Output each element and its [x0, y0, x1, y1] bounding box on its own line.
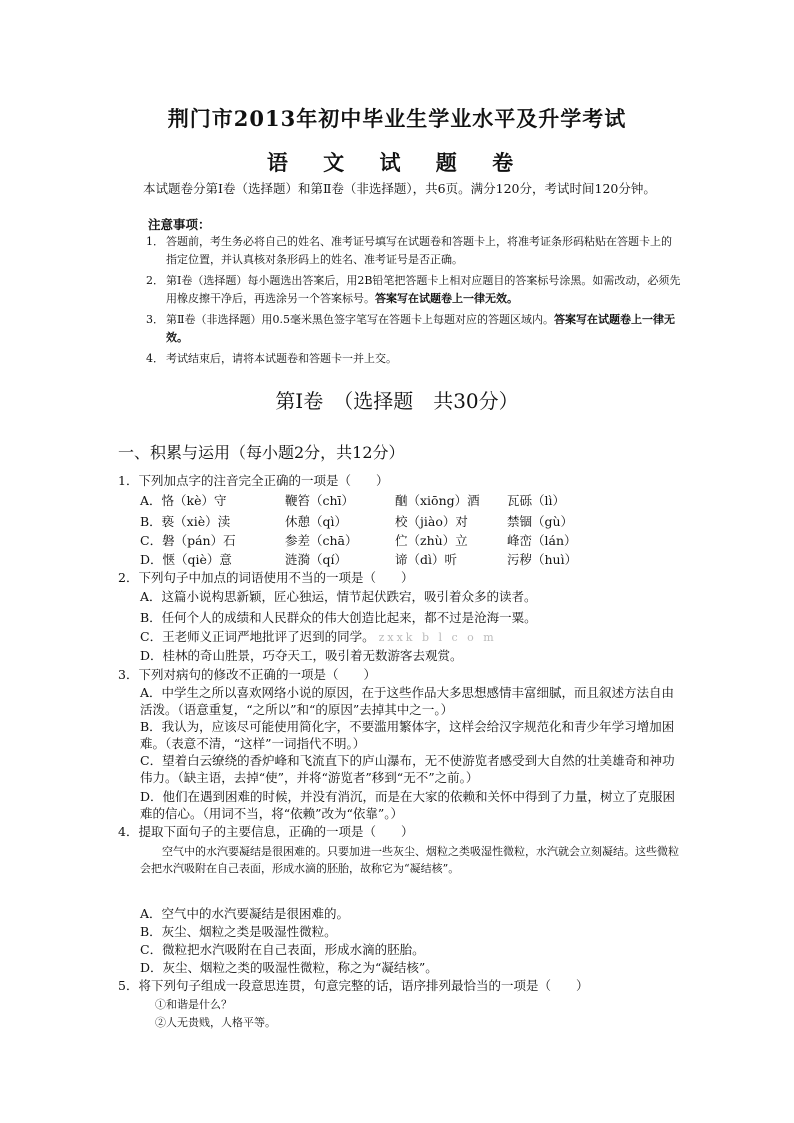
note-item: 1． 答题前，考生务必将自己的姓名、准考证号填写在试题卷和答题卡上，将准考证条形码粘贴在答题卡上的指定位置，并认真核对条形码上的姓名、准考证号是否正确。 — [146, 235, 672, 266]
note-item: 4． 考试结束后，请将本试题卷和答题卡一并上交。 — [146, 352, 397, 365]
q5-item-2: ②人无贵贱，人格平等。 — [155, 1016, 276, 1029]
question-4-stem: 4．提取下面句子的主要信息，正确的一项是（ ） — [118, 824, 414, 839]
q2-option-b: B．任何个人的成绩和人民群众的伟大创造比起来，都不过是沧海一粟。 — [140, 610, 537, 625]
q1-row-c: C．磐（pán）石 参差（chā） 伫（zhù）立 峰峦（lán） — [140, 533, 577, 548]
q3-option-b: B．我认为，应该尽可能使用简化字，不要滥用繁体字，这样会给汉字规范化和青少年学习增加困难。（表意不清，“这样”一词指代不明。） — [140, 719, 675, 751]
q1-row-b: B．亵（xiè）渎 休憩（qì） 校（jiào）对 禁锢（gù） — [140, 514, 574, 529]
q2-option-c: C．王老师义正词严地批评了迟到的同学。 zxxk b l c o m — [140, 629, 497, 644]
watermark: zxxk b l c o m — [378, 631, 497, 644]
question-3-stem: 3．下列对病句的修改不正确的一项是（ ） — [118, 667, 376, 682]
q4-option-c: C．微粒把水汽吸附在自己表面，形成水滴的胚胎。 — [140, 942, 425, 957]
question-2-stem: 2．下列句子中加点的词语使用不当的一项是（ ） — [118, 570, 414, 585]
question-5-stem: 5．将下列句子组成一段意思连贯，句意完整的话，语序排列最恰当的一项是（ ） — [118, 978, 589, 993]
q4-option-a: A．空气中的水汽要凝结是很困难的。 — [140, 906, 350, 921]
notes-list — [146, 233, 681, 371]
section-title: 一、积累与运用（每小题2分，共12分） — [118, 443, 405, 462]
q1-row-a: A．恪（kè）守 鞭笞（chī） 酗（xiōng）酒 瓦砾（lì） — [140, 493, 565, 508]
q4-option-b: B．灰尘、烟粒之类是吸湿性微粒。 — [140, 924, 337, 939]
q3-option-c: C．望着白云缭绕的香炉峰和飞流直下的庐山瀑布，无不使游览者感受到大自然的壮美雄奇和神功伟力。（缺主语，去掉“使”，并将“游览者”移到“无不”之前。） — [140, 753, 675, 785]
intro-text: 本试题卷分第Ⅰ卷（选择题）和第Ⅱ卷（非选择题），共6页。满分120分，考试时间120分钟。 — [143, 181, 656, 196]
q2-option-a: A．这篇小说构思新颖，匠心独运，情节起伏跌宕，吸引着众多的读者。 — [140, 589, 537, 604]
exam-subtitle: 语 文 试 题 卷 — [266, 150, 528, 175]
exam-title: 荆门市2013年初中毕业生学业水平及升学考试 — [167, 106, 627, 131]
question-1-stem: 1．下列加点字的注音完全正确的一项是（ ） — [118, 473, 389, 488]
q4-passage: 空气中的水汽要凝结是很困难的。只要加进一些灰尘、烟粒之类吸湿性微粒，水汽就会立刻凝结。这些微粒会把水汽吸附在自己表面，形成水滴的胚胎，故称它为“凝结核”。 — [140, 845, 679, 875]
q3-option-a: A．中学生之所以喜欢网络小说的原因，在于这些作品大多思想感情丰富细腻，而且叙述方法自由活泼。（语意重复，“之所以”和“的原因”去掉其中之一。） — [140, 685, 675, 717]
note-item: 2． 第Ⅰ卷（选择题）每小题选出答案后，用2B铅笔把答题卡上相对应题目的答案标号涂黑。如需改动，必须先用橡皮擦干净后，再选涂另一个答案标号。答案写在试题卷上一律无效。 — [146, 274, 681, 305]
q1-row-d: D．惬（qiè）意 涟漪（qí） 谛（dì）听 污秽（huì） — [140, 552, 578, 567]
q2-option-d: D．桂林的奇山胜景，巧夺天工，吸引着无数游客去观赏。 — [140, 648, 463, 663]
q4-option-d: D．灰尘、烟粒之类的吸湿性微粒，称之为“凝结核”。 — [140, 960, 438, 975]
notes-heading: 注意事项： — [148, 217, 211, 232]
part-title: 第Ⅰ卷 （选择题 共30分） — [275, 389, 519, 413]
note-item: 3． 第Ⅱ卷（非选择题）用0.5毫米黑色签字笔写在答题卡上每题对应的答题区域内。答案写在试题卷上一律无效。 — [146, 313, 675, 344]
q3-option-d: D．他们在遇到困难的时候，并没有消沉，而是在大家的依赖和关怀中得到了力量，树立了克服困难的信心。（用词不当，将“依赖”改为“依靠”。） — [140, 789, 676, 821]
q5-item-1: ①和谐是什么？ — [155, 998, 232, 1011]
